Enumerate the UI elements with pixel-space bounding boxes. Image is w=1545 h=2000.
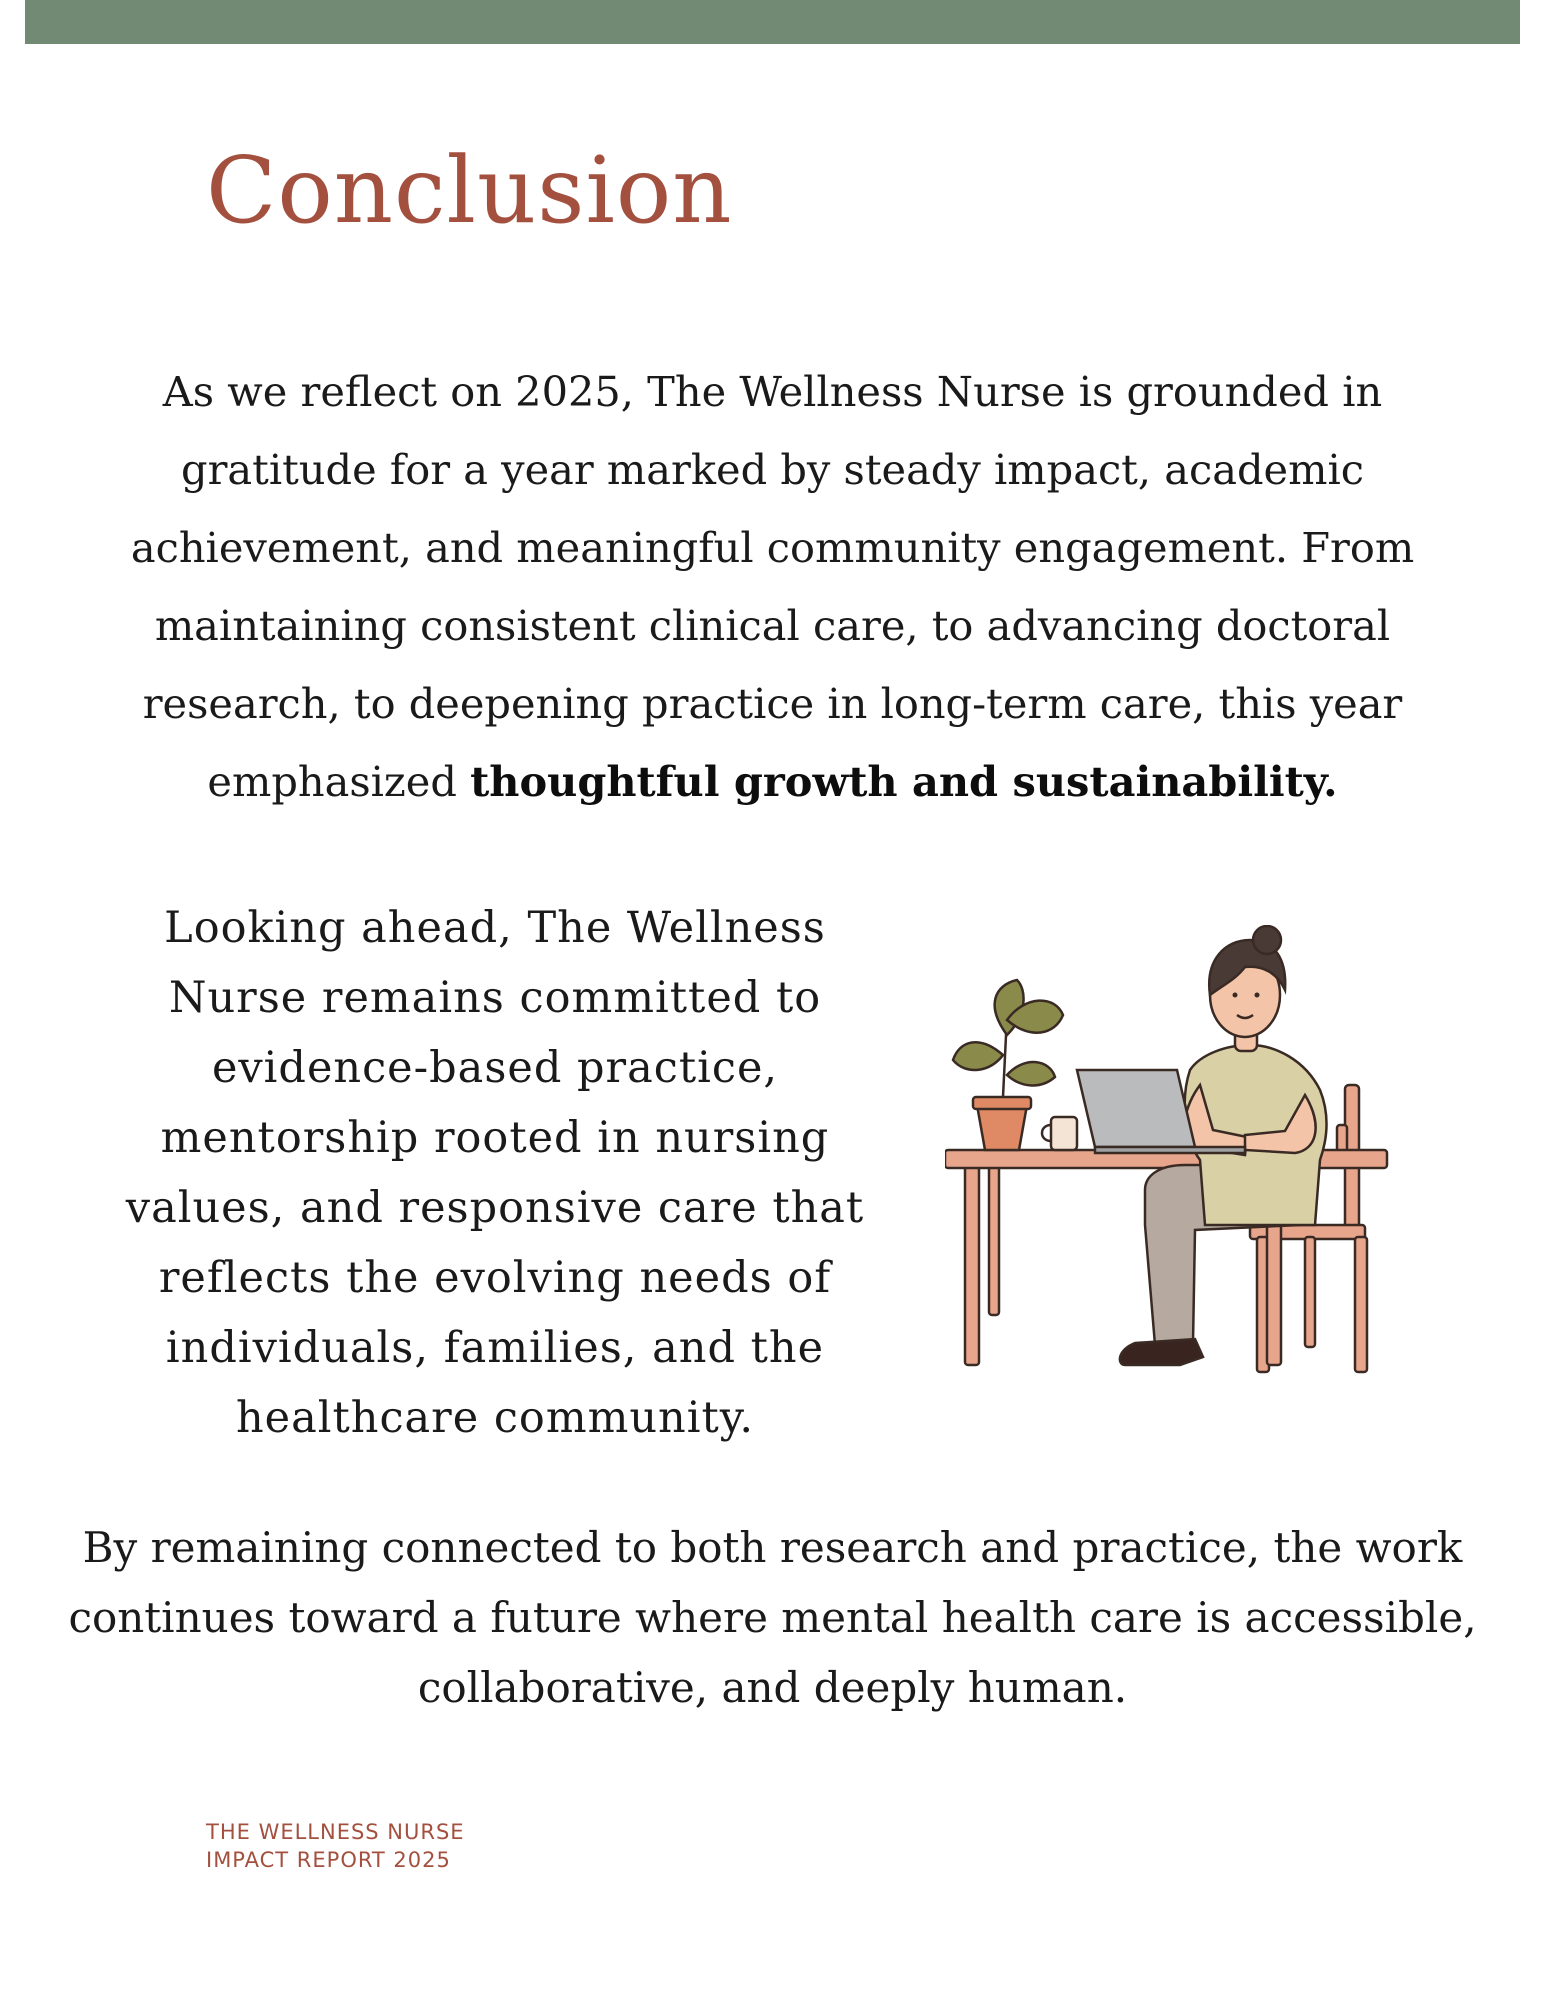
looking-ahead-paragraph: Looking ahead, The Wellness Nurse remains committed to evidence-based practice, mentorship rooted in nursing values, and responsive care that reflects the evolving needs of individuals, families, and the healthcare community. <box>125 903 865 1443</box>
intro-paragraph-text: As we reflect on 2025, The Wellness Nurse is grounded in gratitude for a year marked by steady impact, academic achievement, and meaningful community engagement. From maintaining consistent clinical care, to advancing doctoral research, to deepening practice in long-term care, this year emphasized <box>130 367 1415 806</box>
intro-paragraph-emphasis: thoughtful growth and sustainability. <box>470 757 1338 806</box>
top-accent-bar <box>25 0 1520 44</box>
mug-icon <box>1042 1117 1077 1150</box>
report-footer <box>206 1818 465 1874</box>
footer-line-report: IMPACT REPORT 2025 <box>206 1848 451 1872</box>
page-title: Conclusion <box>206 137 733 244</box>
intro-paragraph <box>60 353 1485 821</box>
closing-paragraph: By remaining connected to both research and practice, the work continues toward a future where mental health care is accessible, collaborative, and deeply human. <box>68 1523 1477 1712</box>
plant-icon <box>953 980 1063 1150</box>
footer-line-organization: THE WELLNESS NURSE <box>206 1820 465 1844</box>
woman-working-at-laptop-illustration <box>945 925 1415 1385</box>
